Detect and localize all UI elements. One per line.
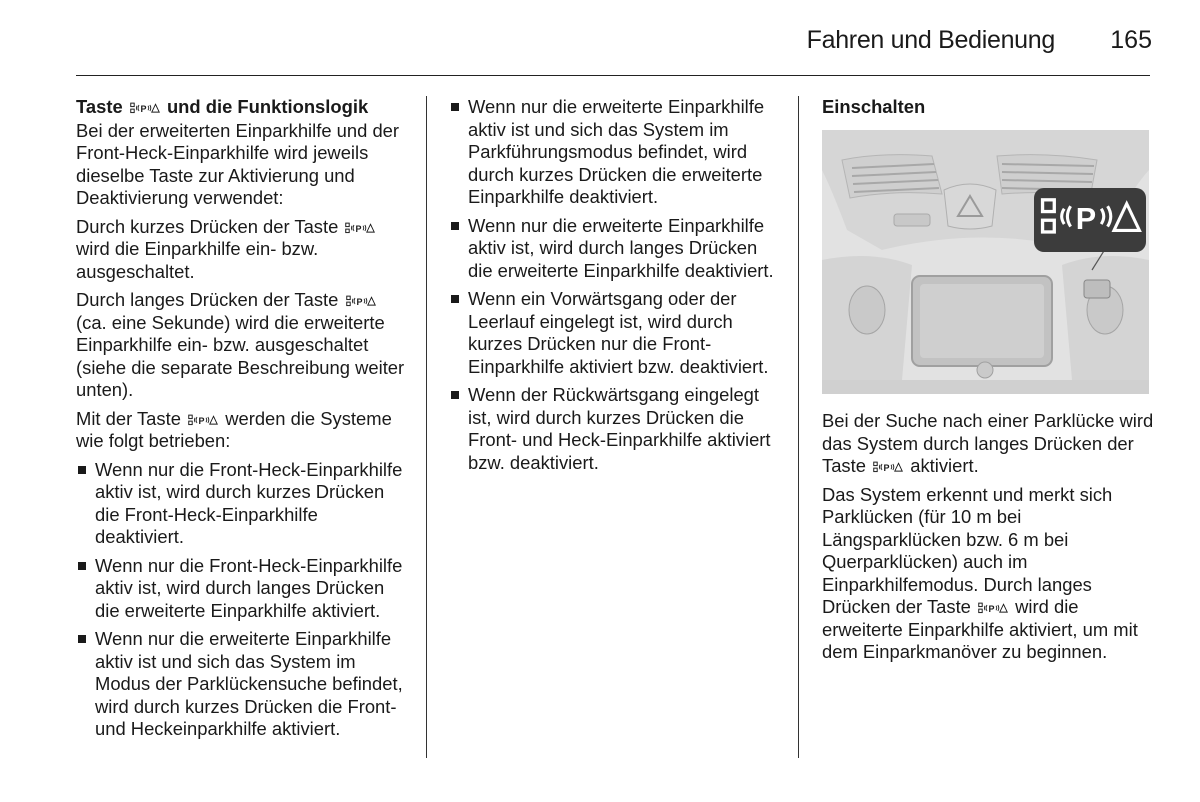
list-item-text: Wenn nur die erweiterte Einparkhilfe aktiv ist, wird durch langes Drücken die erweiterte Einparkhilfe deaktiviert. (468, 214, 774, 281)
list-item-text: Wenn der Rückwärtsgang eingelegt ist, wird durch kurzes Drücken die Front- und Heck-Einparkhilfe aktiviert bzw. deaktiviert. (468, 384, 771, 473)
long-press-paragraph (76, 289, 408, 402)
parking-assist-key-icon (873, 461, 903, 473)
parking-assist-key-icon (978, 602, 1008, 614)
memory-text-post: wird die erweiterte Einparkhilfe aktiviert, um mit dem Einparkmanöver zu beginnen. (822, 596, 1138, 662)
search-paragraph (822, 410, 1154, 478)
intro-paragraph: Bei der erweiterten Einparkhilfe und der Front-Heck-Einparkhilfe wird jeweils dieselbe Taste zur Aktivierung und Deaktivierung verwendet: (76, 119, 400, 208)
column-3 (822, 96, 1154, 120)
page-header (0, 26, 1200, 56)
long-press-text-post: (ca. eine Sekunde) wird die erweiterte Einparkhilfe ein- bzw. ausgeschaltet (siehe die separate Beschreibung weiter unten). (76, 311, 405, 400)
bullet-icon (78, 635, 86, 643)
list-item (449, 96, 781, 209)
list-item (449, 288, 781, 378)
list-item (76, 628, 408, 741)
heading-text-pre: Taste (76, 96, 123, 117)
short-press-text-pre: Durch kurzes Drücken der Taste (76, 215, 339, 237)
column-2 (449, 96, 781, 480)
list-item-text: Wenn ein Vorwärtsgang oder der Leerlauf eingelegt ist, wird durch kurzes Drücken nur die Front-Einparkhilfe aktiviert bzw. deaktiviert. (468, 288, 769, 377)
column-3-text (822, 410, 1154, 670)
bullet-icon (451, 295, 459, 303)
list-item (76, 459, 408, 549)
search-text-pre: Bei der Suche nach einer Parklücke wird das System durch langes Drücken der Taste (822, 410, 1154, 476)
page-number: 165 (1110, 26, 1152, 54)
svg-text:P: P (1075, 202, 1097, 237)
list-item (76, 555, 408, 623)
parking-assist-key-icon (345, 222, 375, 234)
parking-assist-key-icon (130, 102, 160, 114)
search-text-post: aktiviert. (910, 455, 979, 476)
list-item-text: Wenn nur die Front-Heck-Einparkhilfe aktiv ist, wird durch kurzes Drücken die Front-Heck-Einparkhilfe deaktiviert. (95, 458, 403, 547)
memory-paragraph (822, 484, 1154, 664)
column-divider-1 (426, 96, 427, 758)
parking-assist-key-icon (346, 295, 376, 307)
short-press-paragraph (76, 216, 408, 284)
systems-text-post: werden die Systeme wie folgt betrieben: (76, 407, 392, 451)
memory-text-pre: Das System erkennt und merkt sich Parklücken (für 10 m bei Längsparklücken bzw. 6 m bei Querparklücken) auch im Einparkhilfemodus. Durch langes Drücken der Taste (822, 483, 1113, 617)
bullet-icon (78, 466, 86, 474)
short-press-text-post: wird die Einparkhilfe ein- bzw. ausgeschaltet. (76, 238, 319, 282)
section-heading-taste (76, 96, 408, 119)
list-item-text: Wenn nur die erweiterte Einparkhilfe aktiv ist und sich das System im Modus der Parklückensuche befindet, wird durch kurzes Drücken die Front- und Heckeinparkhilfe aktiviert. (95, 628, 403, 739)
bullet-icon (78, 562, 86, 570)
list-item-text: Wenn nur die erweiterte Einparkhilfe aktiv ist und sich das System im Parkführungsmodus befindet, wird durch kurzes Drücken die erweiterte Einparkhilfe deaktiviert. (468, 96, 765, 207)
list-item-text: Wenn nur die Front-Heck-Einparkhilfe aktiv ist, wird durch langes Drücken die erweiterte Einparkhilfe aktiviert. (95, 554, 403, 621)
bullet-icon (451, 391, 459, 399)
long-press-text-pre: Durch langes Drücken der Taste (76, 289, 339, 310)
section-heading-einschalten: Einschalten (822, 96, 926, 117)
bullet-icon (451, 222, 459, 230)
column-1 (76, 96, 408, 747)
list-item (449, 384, 781, 474)
heading-text-post: und die Funktionslogik (166, 96, 369, 117)
header-rule (76, 75, 1150, 76)
list-item (449, 215, 781, 283)
column-divider-2 (798, 96, 799, 758)
systems-text-pre: Mit der Taste (76, 407, 181, 429)
bullet-icon (451, 103, 459, 111)
header-title: Fahren und Bedienung (806, 26, 1055, 54)
dashboard-illustration (822, 130, 1149, 394)
systems-paragraph (76, 408, 408, 453)
parking-assist-key-icon (188, 414, 218, 426)
